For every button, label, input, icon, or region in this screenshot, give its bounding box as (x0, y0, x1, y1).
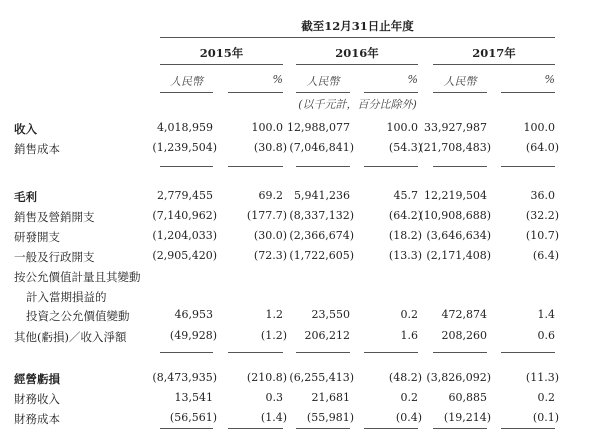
subtotal-rule (296, 352, 350, 353)
percent-cell: (72.3) (253, 249, 287, 262)
amount-cell: (8,337,132) (289, 209, 354, 222)
amount-cell: 46,953 (174, 308, 213, 321)
year-2015: 2015年 (199, 46, 244, 60)
subtotal-rule (364, 352, 418, 353)
amount-cell: (56,561) (169, 411, 217, 424)
percent-cell: (11.3) (525, 371, 559, 384)
subtotal-rule (296, 166, 350, 167)
period-title: 截至12月31日止年度 (301, 19, 414, 33)
year-2016: 2016年 (335, 46, 379, 60)
unit-rule (228, 92, 283, 93)
percent-cell: (6.4) (532, 249, 559, 262)
percent-cell: 36.0 (530, 189, 555, 202)
unit-rule (433, 92, 487, 93)
unit-rule (501, 92, 555, 93)
row-label: 投資之公允價值變動 (26, 309, 130, 323)
percent-cell: (64.2) (388, 209, 422, 222)
percent-cell: (1.4) (260, 411, 287, 424)
amount-cell: (10,908,688) (419, 209, 491, 222)
row-label: 研發開支 (14, 230, 60, 244)
percent-cell: (0.1) (532, 411, 559, 424)
subtotal-rule (501, 166, 555, 167)
amount-cell: 33,927,987 (424, 121, 487, 134)
row-label: 毛利 (14, 190, 37, 204)
amount-cell: (2,366,674) (289, 229, 354, 242)
year-rule (160, 64, 283, 65)
subtotal-rule (228, 166, 283, 167)
percent-cell: (177.7) (246, 209, 287, 222)
subtotal-rule (160, 428, 213, 429)
subtotal-rule (364, 428, 418, 429)
amount-cell: (1,722,605) (289, 249, 354, 262)
amount-cell: 12,219,504 (424, 189, 487, 202)
amount-cell: (3,826,092) (426, 371, 491, 384)
unit-rule (296, 92, 350, 93)
amount-cell: (1,239,504) (152, 141, 217, 154)
row-label: 銷售及營銷開支 (14, 210, 95, 224)
percent-cell: 0.2 (537, 391, 555, 404)
amount-cell: 208,260 (441, 329, 487, 342)
subtotal-rule (433, 352, 487, 353)
subtotal-rule (364, 166, 418, 167)
amount-cell: 21,681 (311, 391, 350, 404)
row-label: 財務收入 (14, 392, 60, 406)
amount-cell: 5,941,236 (294, 189, 350, 202)
row-label: 按公允價值計量且其變動 (14, 270, 141, 284)
year-rule (433, 64, 555, 65)
subtotal-rule (433, 428, 487, 429)
percent-cell: (30.8) (253, 141, 287, 154)
amount-cell: 60,885 (448, 391, 487, 404)
percent-cell: 0.2 (400, 308, 418, 321)
percent-cell: (210.8) (246, 371, 287, 384)
unit-rule (364, 92, 418, 93)
percent-cell: (18.2) (388, 229, 422, 242)
amount-cell: (1,204,033) (152, 229, 217, 242)
row-label: 財務成本 (14, 412, 60, 426)
units-note: (以千元計，百分比除外) (298, 98, 417, 111)
year-rule (296, 64, 418, 65)
row-label: 計入當期損益的 (26, 290, 107, 304)
amount-cell: (55,981) (306, 411, 354, 424)
percent-cell: (48.2) (388, 371, 422, 384)
percent-cell: 1.6 (400, 329, 418, 342)
amount-cell: 4,018,959 (157, 121, 213, 134)
amount-cell: 13,541 (174, 391, 213, 404)
unit-rule (160, 92, 213, 93)
amount-cell: 2,779,455 (157, 189, 213, 202)
header-rule (160, 37, 555, 38)
percent-cell: (30.0) (253, 229, 287, 242)
amount-cell: (49,928) (169, 329, 217, 342)
percent-cell: 0.3 (265, 391, 283, 404)
currency-header: 人民幣 (170, 75, 203, 88)
subtotal-rule (160, 352, 213, 353)
percent-cell: 0.6 (537, 329, 555, 342)
percent-cell: 100.0 (251, 121, 283, 134)
percent-cell: (32.2) (525, 209, 559, 222)
percent-cell: (54.3) (388, 141, 422, 154)
percent-cell: 1.2 (265, 308, 283, 321)
percent-header: % (544, 73, 555, 86)
amount-cell: 206,212 (304, 329, 350, 342)
percent-cell: 100.0 (523, 121, 555, 134)
row-label: 其他(虧損)／收入淨額 (14, 330, 127, 344)
amount-cell: (6,255,413) (289, 371, 354, 384)
percent-cell: 1.4 (537, 308, 555, 321)
subtotal-rule (296, 428, 350, 429)
amount-cell: (8,473,935) (152, 371, 217, 384)
percent-cell: (10.7) (525, 229, 559, 242)
amount-cell: (7,140,962) (152, 209, 217, 222)
amount-cell: (2,171,408) (426, 249, 491, 262)
percent-header: % (272, 73, 283, 86)
amount-cell: (19,214) (443, 411, 491, 424)
percent-cell: 45.7 (393, 189, 418, 202)
subtotal-rule (160, 166, 213, 167)
amount-cell: (2,905,420) (152, 249, 217, 262)
percent-cell: 100.0 (386, 121, 418, 134)
row-label: 銷售成本 (14, 142, 60, 156)
percent-cell: (13.3) (388, 249, 422, 262)
percent-cell: 0.2 (400, 391, 418, 404)
percent-cell: 69.2 (258, 189, 283, 202)
amount-cell: (3,646,634) (426, 229, 491, 242)
percent-header: % (407, 73, 418, 86)
subtotal-rule (228, 352, 283, 353)
amount-cell: 12,988,077 (287, 121, 350, 134)
percent-cell: (0.4) (395, 411, 422, 424)
row-label: 經營虧損 (14, 372, 60, 386)
amount-cell: (7,046,841) (289, 141, 354, 154)
year-2017: 2017年 (472, 46, 516, 60)
percent-cell: (64.0) (525, 141, 559, 154)
amount-cell: (21,708,483) (419, 141, 491, 154)
currency-header: 人民幣 (443, 75, 477, 88)
currency-header: 人民幣 (306, 75, 340, 88)
subtotal-rule (501, 352, 555, 353)
subtotal-rule (228, 428, 283, 429)
row-label: 一般及行政開支 (14, 250, 95, 264)
amount-cell: 472,874 (441, 308, 487, 321)
percent-cell: (1.2) (260, 329, 287, 342)
subtotal-rule (433, 166, 487, 167)
subtotal-rule (501, 428, 555, 429)
amount-cell: 23,550 (311, 308, 350, 321)
row-label: 收入 (14, 122, 37, 136)
